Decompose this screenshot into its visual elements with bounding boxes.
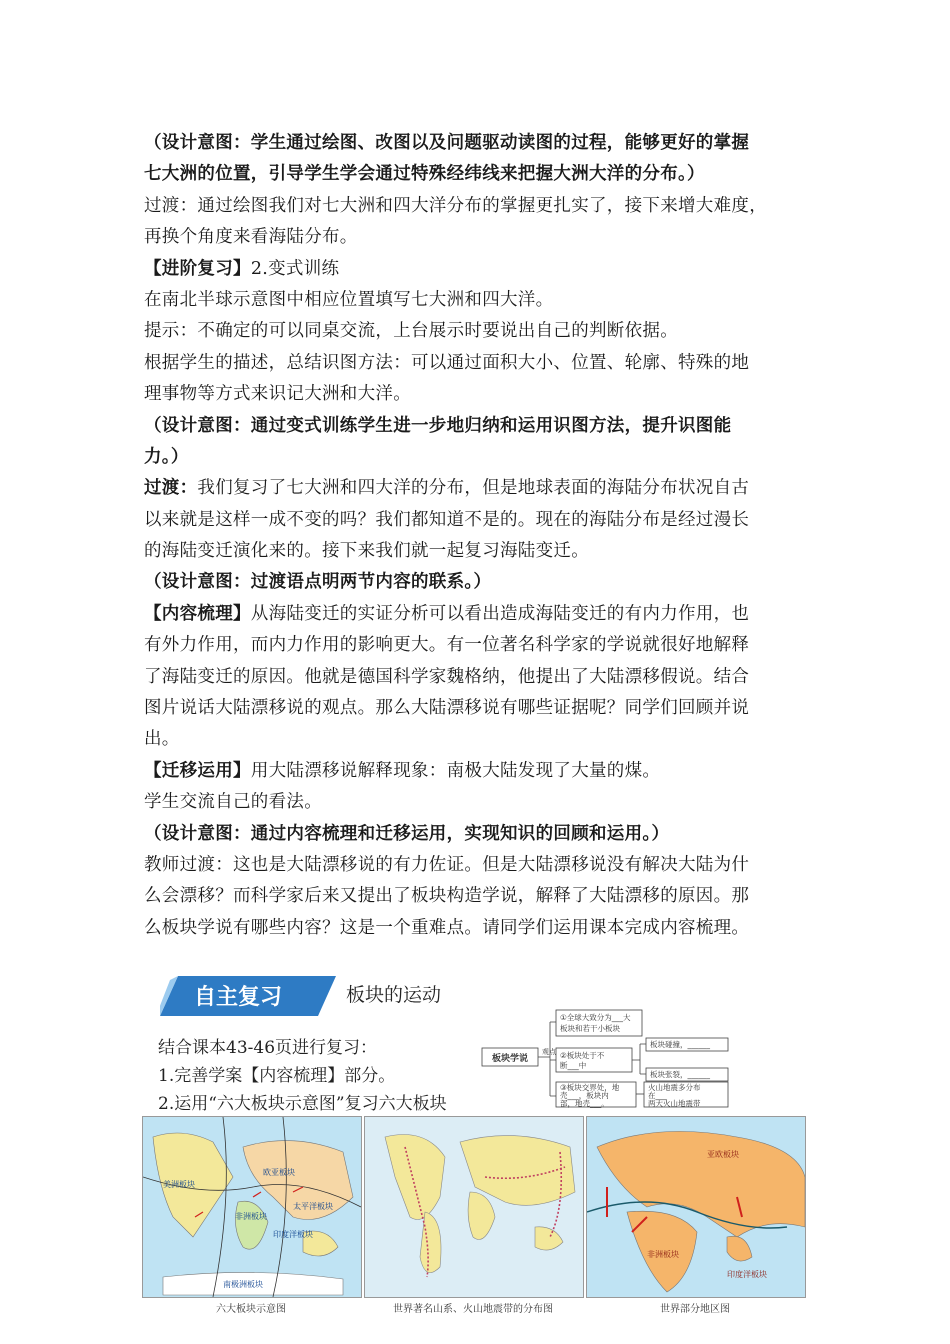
text-line bbox=[144, 473, 814, 504]
section-tag: 【迁移运用】 bbox=[144, 760, 251, 781]
line-text: 提示：不确定的可以同桌交流，上台展示时要说出自己的判断依据。 bbox=[144, 321, 678, 342]
box3-result: 火山地震多分布 bbox=[648, 1083, 701, 1092]
line-text: （设计意图：学生通过绘图、改图以及问题驱动读图的过程，能够更好的掌握 bbox=[144, 133, 750, 153]
six-plates-map bbox=[142, 1116, 362, 1298]
concept-root: 板块学说 bbox=[491, 1054, 529, 1064]
plate-label: 印度洋板块 bbox=[273, 1230, 313, 1239]
plate-label: 亚欧板块 bbox=[707, 1150, 739, 1159]
line-text: 2.变式训练 bbox=[250, 258, 340, 279]
box2-result: 板块碰撞，______ bbox=[650, 1040, 710, 1049]
review-line: 结合课本43-46页进行复习： bbox=[158, 1038, 378, 1058]
concept-branch: 观点 bbox=[542, 1048, 556, 1056]
text-line bbox=[144, 254, 814, 285]
text-line bbox=[144, 756, 814, 787]
text-line bbox=[144, 348, 814, 379]
text-line bbox=[144, 787, 814, 818]
slide-title: 板块的运动 bbox=[346, 984, 442, 1006]
line-text: 从海陆变迁的实证分析可以看出造成海陆变迁的有内力作用，也 bbox=[250, 603, 750, 624]
text-line bbox=[144, 693, 814, 724]
line-text: 在南北半球示意图中相应位置填写七大洲和四大洋。 bbox=[144, 289, 554, 310]
line-text: 以来就是这样一成不变的吗？我们都知道不是的。现在的海陆分布是经过漫长 bbox=[144, 509, 750, 530]
text-line bbox=[144, 662, 814, 693]
box3-result: 在___ bbox=[648, 1091, 667, 1100]
line-text: （设计意图：通过变式训练学生进一步地归纳和运用识图方法，提升识图能 bbox=[144, 415, 732, 436]
plate-label: 美洲板块 bbox=[163, 1180, 195, 1189]
box2-line: ②板块处于不 bbox=[560, 1051, 605, 1060]
line-text: 学生交流自己的看法。 bbox=[144, 792, 322, 813]
box1-line: 板块和若干小板块 bbox=[560, 1024, 620, 1033]
line-text: 教师过渡：这也是大陆漂移说的有力佐证。但是大陆漂移说没有解决大陆为什 bbox=[144, 854, 750, 875]
text-line bbox=[144, 724, 814, 755]
review-line: 1.完善学案【内容梳理】部分。 bbox=[158, 1066, 396, 1086]
box3-line: 壳___，板块内 bbox=[560, 1091, 609, 1100]
line-text: 理事物等方式来识记大洲和大洋。 bbox=[144, 384, 411, 405]
banner-label: 自主复习 bbox=[193, 985, 283, 1010]
text-line bbox=[144, 191, 814, 222]
line-text: 的海陆变迁演化来的。接下来我们就一起复习海陆变迁。 bbox=[144, 541, 589, 562]
text-line bbox=[144, 536, 814, 567]
line-text: （设计意图：通过内容梳理和迁移运用，实现知识的回顾和运用。） bbox=[144, 823, 670, 844]
text-line bbox=[144, 128, 814, 159]
lesson-text bbox=[144, 128, 814, 944]
line-text: 七大洲的位置，引导学生学会通过特殊经纬线来把握大洲大洋的分布。） bbox=[144, 164, 705, 185]
review-banner bbox=[160, 976, 330, 1016]
text-line bbox=[144, 442, 814, 473]
line-text: 过渡：通过绘图我们对七大洲和四大洋分布的掌握更扎实了，接下来增大难度， bbox=[144, 195, 767, 216]
line-text: 根据学生的描述，总结识图方法：可以通过面积大小、位置、轮廓、特殊的地 bbox=[144, 352, 750, 373]
box2-result: 板块张裂，______ bbox=[650, 1070, 710, 1079]
text-line bbox=[144, 850, 814, 881]
section-tag: 过渡： bbox=[144, 478, 198, 499]
line-text: 图片说话大陆漂移说的观点。那么大陆漂移说有哪些证据呢？同学们回顾并说 bbox=[144, 698, 750, 719]
line-text: 出。 bbox=[144, 729, 180, 750]
text-line bbox=[144, 505, 814, 536]
text-line bbox=[144, 913, 814, 944]
box3-line: ③板块交界处，地 bbox=[560, 1083, 620, 1092]
line-text: 么会漂移？而科学家后来又提出了板块构造学说，解释了大陆漂移的原因。那 bbox=[144, 886, 750, 907]
mountain-volcano-map bbox=[364, 1116, 584, 1298]
text-line bbox=[144, 567, 814, 598]
map-caption: 世界部分地区图 bbox=[660, 1304, 730, 1315]
line-text: 有外力作用，而内力作用的影响更大。有一位著名科学家的学说就很好地解释 bbox=[144, 635, 750, 656]
plate-theory-concept-map bbox=[478, 1008, 808, 1108]
box3-result: 两大火山地震带 bbox=[648, 1099, 701, 1108]
review-line: 2.运用“六大板块示意图”复习六大板块 bbox=[158, 1094, 447, 1114]
plate-label: 欧亚板块 bbox=[263, 1168, 295, 1177]
line-text: 了海陆变迁的原因。他就是德国科学家魏格纳，他提出了大陆漂移假说。结合 bbox=[144, 666, 750, 687]
text-line bbox=[144, 159, 814, 190]
banner-stripe bbox=[310, 976, 336, 1016]
line-text: 我们复习了七大洲和四大洋的分布，但是地球表面的海陆分布状况自古 bbox=[197, 478, 750, 499]
text-line bbox=[144, 379, 814, 410]
plate-label: 印度洋板块 bbox=[727, 1270, 767, 1279]
line-text: 力。） bbox=[144, 446, 189, 467]
map-caption: 世界著名山系、火山地震带的分布图 bbox=[393, 1304, 553, 1315]
box1-line: ①全球大致分为___大 bbox=[560, 1013, 631, 1022]
line-text: 再换个角度来看海陆分布。 bbox=[144, 227, 358, 248]
plate-label: 太平洋板块 bbox=[293, 1202, 333, 1211]
text-line bbox=[144, 316, 814, 347]
section-tag: 【进阶复习】 bbox=[144, 258, 251, 279]
section-tag: 【内容梳理】 bbox=[144, 603, 251, 624]
plate-label: 南极洲板块 bbox=[223, 1280, 263, 1289]
review-slide bbox=[150, 968, 810, 1344]
box3-line: 部，地壳___。 bbox=[560, 1099, 609, 1108]
text-line bbox=[144, 411, 814, 442]
plate-label: 非洲板块 bbox=[647, 1250, 679, 1259]
text-line bbox=[144, 630, 814, 661]
plate-label: 非洲板块 bbox=[235, 1212, 267, 1221]
line-text: （设计意图：过渡语点明两节内容的联系。） bbox=[144, 572, 492, 593]
text-line bbox=[144, 881, 814, 912]
text-line bbox=[144, 222, 814, 253]
text-line bbox=[144, 599, 814, 630]
text-line bbox=[144, 285, 814, 316]
text-line bbox=[144, 819, 814, 850]
box2-line: 断___中 bbox=[560, 1061, 587, 1070]
map-caption: 六大板块示意图 bbox=[216, 1304, 286, 1315]
map-row bbox=[142, 1116, 806, 1315]
line-text: 用大陆漂移说解释现象：南极大陆发现了大量的煤。 bbox=[250, 760, 661, 781]
line-text: 么板块学说有哪些内容？这是一个重难点。请同学们运用课本完成内容梳理。 bbox=[144, 917, 750, 938]
regional-plates-map bbox=[586, 1116, 806, 1298]
